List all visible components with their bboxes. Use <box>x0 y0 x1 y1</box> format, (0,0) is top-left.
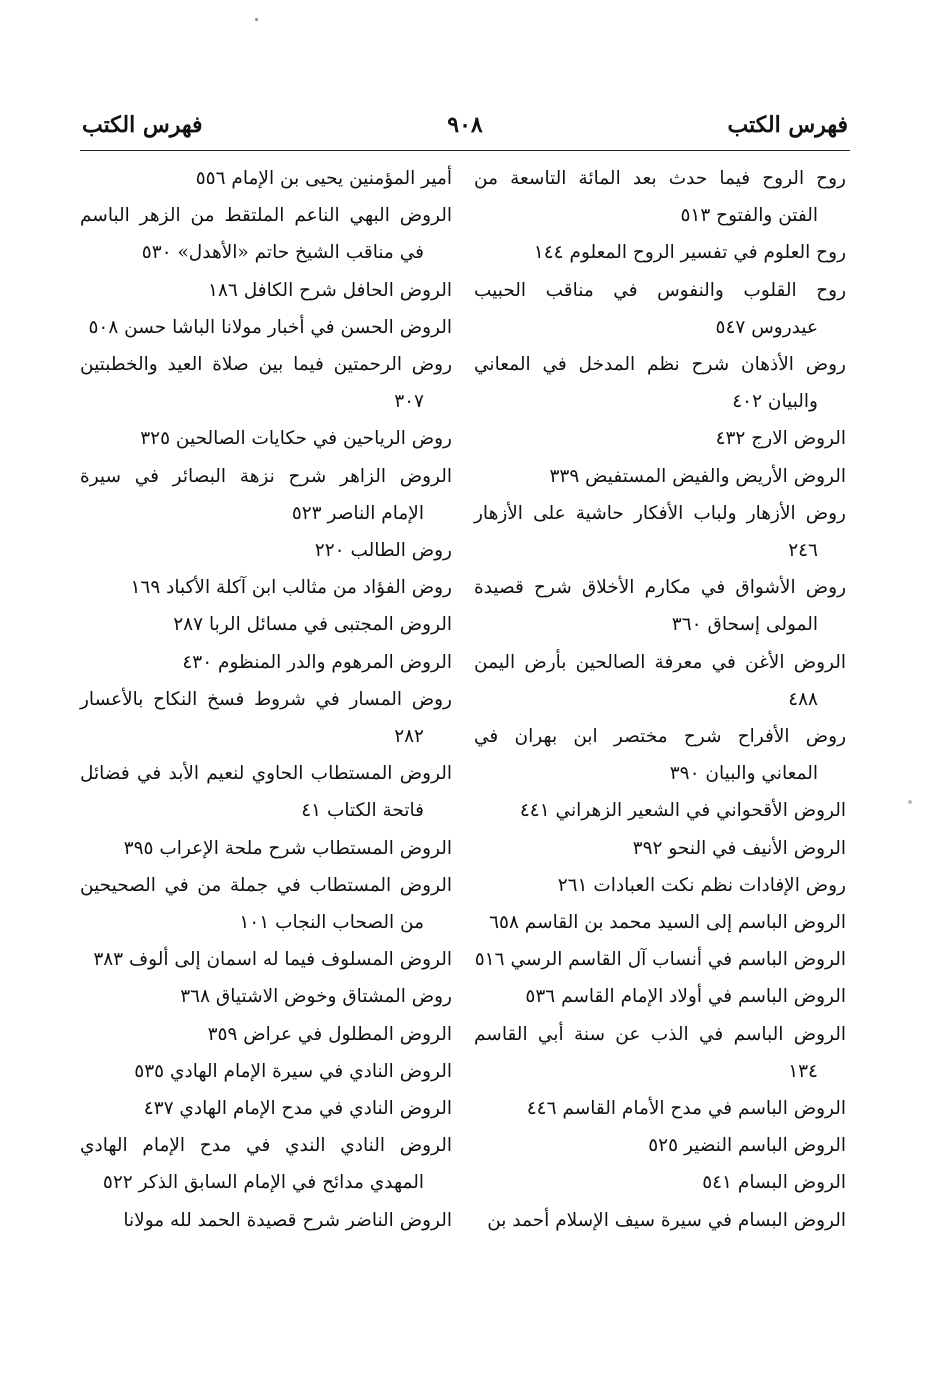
index-entry: الروض المجتبى في مسائل الربا ٢٨٧ <box>173 614 452 636</box>
index-entry: روض الأذهان شرح نظم المدخل في المعاني والبيان ٤٠٢ <box>474 354 846 413</box>
index-entry: روح العلوم في تفسير الروح المعلوم ١٤٤ <box>533 242 846 264</box>
index-entry: الروض المستطاب الحاوي لنعيم الأبد في فضائل فاتحة الكتاب ٤١ <box>80 763 452 822</box>
index-entry: الروض المرهوم والدر المنظوم ٤٣٠ <box>182 651 452 673</box>
index-entry: الروض الناضر شرح قصيدة الحمد لله مولانا <box>123 1209 452 1231</box>
index-entry: الروض الباسم في أولاد الإمام القاسم ٥٣٦ <box>525 986 846 1008</box>
header-title-left: فهرس الكتب <box>82 112 203 138</box>
index-entry: الروض النادي الندي في مدح الإمام الهادي المهدي مدائح في الإمام السابق الذكر ٥٢٢ <box>80 1135 452 1194</box>
index-entry: الروض المستطاب شرح ملحة الإعراب ٣٩٥ <box>123 837 452 859</box>
index-entry: روض الأشواق في مكارم الأخلاق شرح قصيدة المولى إسحاق ٣٦٠ <box>474 577 846 636</box>
index-entry: الروض المسلوف فيما له اسمان إلى ألوف ٣٨٣ <box>93 949 452 971</box>
index-entry: الروض المطلول في عراض ٣٥٩ <box>207 1023 452 1045</box>
index-entry: الروض الباسم إلى السيد محمد بن القاسم ٦٥٨ <box>489 912 846 934</box>
index-entry: الروض البهي الناعم الملتقط من الزهر الباسم في مناقب الشيخ حاتم «الأهدل» ٥٣٠ <box>80 205 452 264</box>
index-entry: روض الرياحين في حكايات الصالحين ٣٢٥ <box>140 428 452 450</box>
index-entry: الروض الأغن في معرفة الصالحين بأرض اليمن ٤٨٨ <box>474 651 846 710</box>
index-entry: الروض الباسم في الذب عن سنة أبي القاسم ١٣٤ <box>474 1023 846 1082</box>
index-entry: روض الفؤاد من مثالب ابن آكلة الأكباد ١٦٩ <box>130 577 452 599</box>
index-entry: الروض البسام في سيرة سيف الإسلام أحمد بن <box>487 1209 846 1231</box>
index-entry: الروض الأقحواني في الشعير الزهراني ٤٤١ <box>519 800 846 822</box>
scan-speck <box>255 18 258 21</box>
index-column-right <box>474 160 846 1239</box>
index-entry: روض الأفراح شرح مختصر ابن بهران في المعاني والبيان ٣٩٠ <box>474 726 846 785</box>
index-entry: الروض الباسم في أنساب آل القاسم الرسي ٥١٦ <box>474 949 846 971</box>
index-column-left <box>80 160 452 1239</box>
index-entry: روض الطالب ٢٢٠ <box>314 540 452 562</box>
index-entry: الروض الارج ٤٣٢ <box>715 428 846 450</box>
index-entry: أمير المؤمنين يحيى بن الإمام ٥٥٦ <box>195 168 452 189</box>
index-entry: روض المشتاق وخوض الاشتياق ٣٦٨ <box>180 986 452 1008</box>
index-entry: الروض الأريض والفيض المستفيض ٣٣٩ <box>549 465 846 487</box>
index-entry: روض الرحمتين فيما بين صلاة العيد والخطبتين ٣٠٧ <box>80 354 452 413</box>
index-entry: روح القلوب والنفوس في مناقب الحبيب عيدروس ٥٤٧ <box>474 279 846 338</box>
index-entry: الروض النادي في سيرة الإمام الهادي ٥٣٥ <box>134 1060 452 1082</box>
index-entry: روض الإفادات نظم نكت العبادات ٢٦١ <box>557 874 846 896</box>
scan-speck <box>908 800 912 804</box>
index-entry: روض الأزهار ولباب الأفكار حاشية على الأزهار ٢٤٦ <box>474 502 846 562</box>
header-title-right: فهرس الكتب <box>727 112 848 138</box>
running-header <box>80 108 850 148</box>
index-entry: الروض النادي في مدح الإمام الهادي ٤٣٧ <box>143 1098 452 1120</box>
page-number: ٩٠٨ <box>447 112 483 138</box>
index-entry: الروض الأنيف في النحو ٣٩٢ <box>632 837 846 859</box>
index-entry: الروض الحسن في أخبار مولانا الباشا حسن ٥٠٨ <box>88 316 452 338</box>
header-rule <box>80 150 850 151</box>
index-entry: الروض المستطاب في جملة من في الصحيحين من الصحاب النجاب ١٠١ <box>80 874 452 934</box>
index-entry: الروض الحافل شرح الكافل ١٨٦ <box>208 279 452 301</box>
index-entry: روض المسار في شروط فسخ النكاح بالأعسار ٢٨٢ <box>80 688 452 748</box>
index-entry: الروض البسام ٥٤١ <box>702 1172 846 1194</box>
index-entry: روح الروح فيما حدث بعد المائة التاسعة من الفتن والفتوح ٥١٣ <box>474 168 846 227</box>
index-entry: الروض الزاهر شرح نزهة البصائر في سيرة الإمام الناصر ٥٢٣ <box>80 465 452 524</box>
index-entry: الروض الباسم النضير ٥٢٥ <box>648 1135 846 1157</box>
index-entry: الروض الباسم في مدح الأمام القاسم ٤٤٦ <box>526 1098 846 1120</box>
